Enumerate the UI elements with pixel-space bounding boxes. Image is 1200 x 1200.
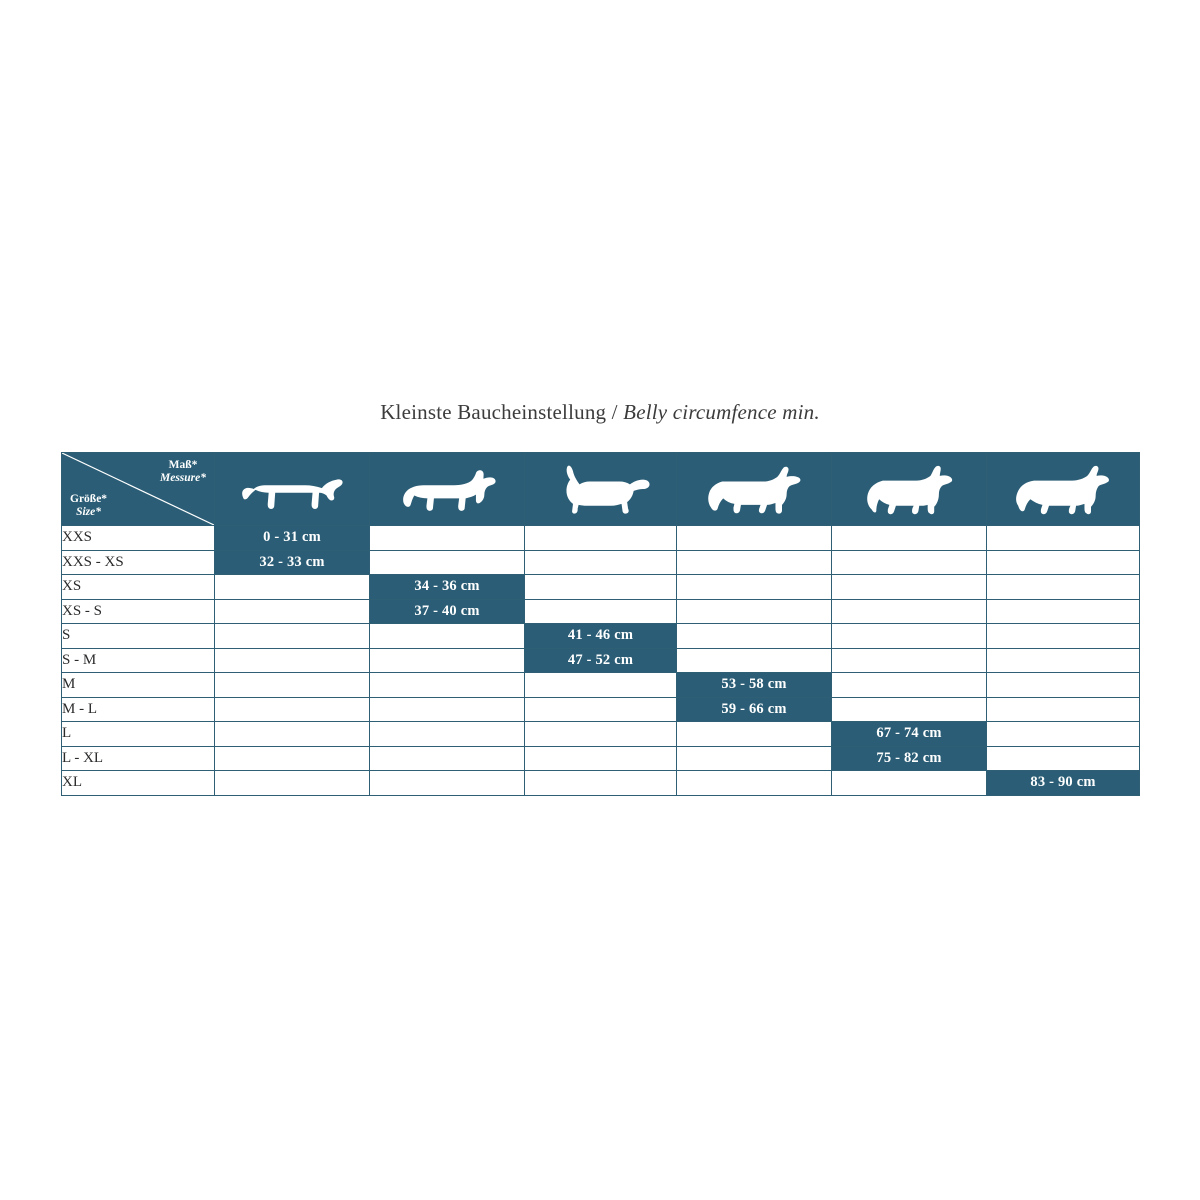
cell-value bbox=[370, 771, 525, 796]
row-size-label: XXS bbox=[62, 526, 215, 551]
table-row bbox=[62, 771, 1140, 796]
cell-value: 32 - 33 cm bbox=[215, 550, 370, 575]
cell-value bbox=[987, 673, 1140, 698]
cell-value bbox=[215, 575, 370, 600]
header-column-dachshund bbox=[215, 453, 370, 526]
table-body bbox=[62, 526, 1140, 796]
cell-value bbox=[677, 648, 832, 673]
corner-measure-line2: Messure* bbox=[159, 472, 206, 484]
table-row bbox=[62, 575, 1140, 600]
cell-value: 59 - 66 cm bbox=[677, 697, 832, 722]
cell-value bbox=[215, 722, 370, 747]
cell-value bbox=[677, 550, 832, 575]
header-column-pointer bbox=[525, 453, 677, 526]
chart-title bbox=[60, 400, 1140, 425]
table-row bbox=[62, 624, 1140, 649]
cell-value bbox=[832, 648, 987, 673]
cell-value: 41 - 46 cm bbox=[525, 624, 677, 649]
cell-value bbox=[525, 771, 677, 796]
table-row bbox=[62, 673, 1140, 698]
cell-value: 0 - 31 cm bbox=[215, 526, 370, 551]
cell-value bbox=[987, 697, 1140, 722]
table-row bbox=[62, 599, 1140, 624]
row-size-label: XS bbox=[62, 575, 215, 600]
table-row bbox=[62, 746, 1140, 771]
cell-value bbox=[525, 673, 677, 698]
cell-value bbox=[525, 526, 677, 551]
dachshund-dog-icon bbox=[236, 461, 348, 517]
great-dane-dog-icon bbox=[1007, 461, 1119, 517]
cell-value bbox=[370, 624, 525, 649]
corner-label-size bbox=[70, 493, 107, 519]
row-size-label: XL bbox=[62, 771, 215, 796]
cell-value bbox=[677, 722, 832, 747]
cell-value bbox=[370, 746, 525, 771]
table-row bbox=[62, 648, 1140, 673]
row-size-label: S - M bbox=[62, 648, 215, 673]
pointer-dog-icon bbox=[545, 461, 657, 517]
cell-value bbox=[215, 599, 370, 624]
cell-value bbox=[215, 697, 370, 722]
chart-title-en: Belly circumfence min. bbox=[623, 400, 820, 424]
cell-value bbox=[832, 599, 987, 624]
table-row bbox=[62, 697, 1140, 722]
table-row bbox=[62, 550, 1140, 575]
cell-value bbox=[525, 746, 677, 771]
cell-value bbox=[215, 771, 370, 796]
cell-value bbox=[215, 673, 370, 698]
cell-value bbox=[525, 697, 677, 722]
header-column-shepherd bbox=[832, 453, 987, 526]
cell-value bbox=[525, 550, 677, 575]
row-size-label: XS - S bbox=[62, 599, 215, 624]
size-chart-table bbox=[61, 452, 1140, 796]
cell-value bbox=[370, 673, 525, 698]
schnauzer-dog-icon bbox=[698, 461, 810, 517]
table-row bbox=[62, 526, 1140, 551]
cell-value bbox=[525, 722, 677, 747]
cell-value: 83 - 90 cm bbox=[987, 771, 1140, 796]
cell-value bbox=[832, 550, 987, 575]
cell-value bbox=[987, 526, 1140, 551]
cell-value bbox=[525, 575, 677, 600]
chart-title-separator: / bbox=[606, 400, 624, 424]
cell-value: 47 - 52 cm bbox=[525, 648, 677, 673]
cell-value bbox=[832, 771, 987, 796]
row-size-label: M bbox=[62, 673, 215, 698]
corner-measure-line1: Maß* bbox=[168, 459, 198, 471]
cell-value: 75 - 82 cm bbox=[832, 746, 987, 771]
table-header bbox=[62, 453, 1140, 526]
table-row bbox=[62, 722, 1140, 747]
chart-title-de: Kleinste Baucheinstellung bbox=[380, 400, 607, 424]
cell-value bbox=[370, 526, 525, 551]
header-column-terrier bbox=[370, 453, 525, 526]
cell-value bbox=[215, 648, 370, 673]
cell-value bbox=[987, 575, 1140, 600]
cell-value bbox=[370, 722, 525, 747]
shepherd-dog-icon bbox=[853, 461, 965, 517]
cell-value bbox=[987, 746, 1140, 771]
cell-value bbox=[215, 624, 370, 649]
header-column-great-dane bbox=[987, 453, 1140, 526]
corner-label-measure bbox=[160, 459, 206, 485]
cell-value bbox=[677, 746, 832, 771]
cell-value bbox=[987, 550, 1140, 575]
row-size-label: M - L bbox=[62, 697, 215, 722]
cell-value bbox=[987, 648, 1140, 673]
cell-value bbox=[370, 648, 525, 673]
cell-value bbox=[832, 624, 987, 649]
cell-value: 53 - 58 cm bbox=[677, 673, 832, 698]
cell-value bbox=[677, 624, 832, 649]
terrier-dog-icon bbox=[391, 461, 503, 517]
row-size-label: S bbox=[62, 624, 215, 649]
cell-value bbox=[987, 599, 1140, 624]
cell-value bbox=[215, 746, 370, 771]
cell-value bbox=[370, 697, 525, 722]
cell-value bbox=[832, 697, 987, 722]
cell-value bbox=[677, 771, 832, 796]
cell-value bbox=[525, 599, 677, 624]
cell-value: 67 - 74 cm bbox=[832, 722, 987, 747]
cell-value: 37 - 40 cm bbox=[370, 599, 525, 624]
cell-value bbox=[677, 575, 832, 600]
header-row bbox=[62, 453, 1140, 526]
cell-value bbox=[832, 673, 987, 698]
header-column-schnauzer bbox=[677, 453, 832, 526]
row-size-label: L bbox=[62, 722, 215, 747]
cell-value bbox=[370, 550, 525, 575]
cell-value bbox=[677, 599, 832, 624]
row-size-label: XXS - XS bbox=[62, 550, 215, 575]
cell-value bbox=[987, 624, 1140, 649]
header-corner-cell bbox=[62, 453, 215, 526]
corner-size-line1: Größe* bbox=[70, 493, 108, 505]
corner-size-line2: Size* bbox=[76, 506, 101, 518]
row-size-label: L - XL bbox=[62, 746, 215, 771]
cell-value bbox=[677, 526, 832, 551]
cell-value: 34 - 36 cm bbox=[370, 575, 525, 600]
cell-value bbox=[987, 722, 1140, 747]
cell-value bbox=[832, 526, 987, 551]
cell-value bbox=[832, 575, 987, 600]
